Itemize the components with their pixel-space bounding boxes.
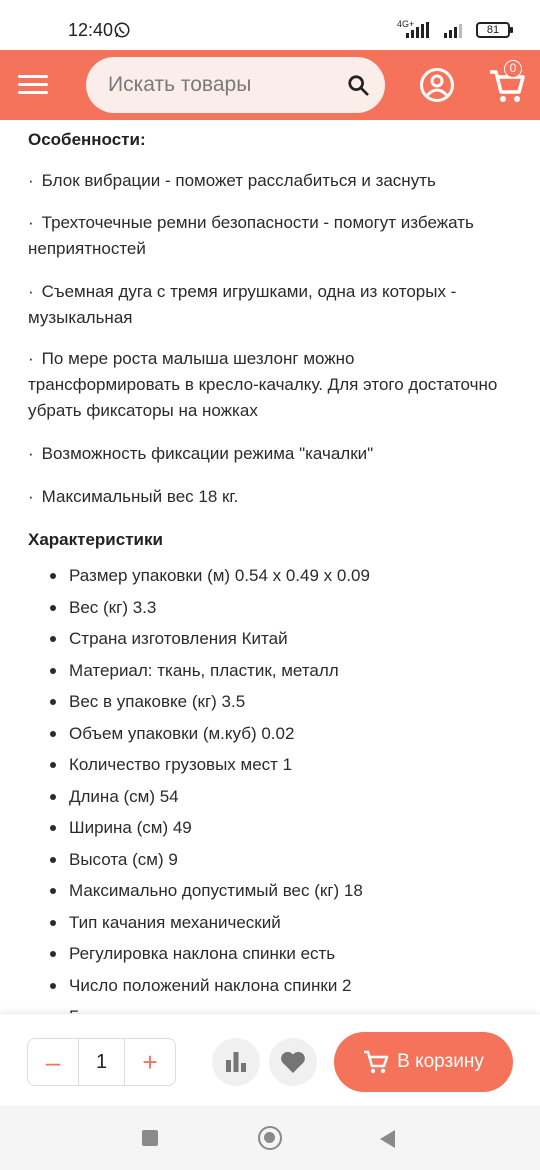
- quantity-value[interactable]: 1: [78, 1039, 125, 1085]
- status-time: 12:40: [68, 20, 114, 40]
- cart-count-badge: 0: [504, 60, 522, 78]
- battery-icon: 81: [476, 22, 510, 38]
- decrease-quantity-button[interactable]: –: [45, 1046, 61, 1077]
- spec-item: Ширина (см) 49: [50, 816, 385, 848]
- cart-button[interactable]: [488, 61, 526, 104]
- specs-title: Характеристики: [28, 530, 163, 549]
- add-to-cart-label: В корзину: [397, 1051, 484, 1072]
- search-input[interactable]: [108, 57, 338, 113]
- account-icon[interactable]: [419, 67, 455, 103]
- spec-item: Материал: ткань, пластик, металл: [50, 659, 385, 691]
- heart-icon: [280, 1050, 306, 1074]
- recent-apps-icon[interactable]: [142, 1130, 158, 1146]
- home-icon[interactable]: [258, 1126, 282, 1150]
- back-icon[interactable]: [380, 1130, 395, 1148]
- quantity-stepper: [27, 1038, 176, 1086]
- status-bar: [0, 0, 540, 50]
- feature-text: По мере роста малыша шезлонг можно трансформировать в кресло-качалку. Для этого достаточно убрать фиксаторы на ножках: [28, 349, 498, 420]
- feature-text: Блок вибрации - поможет расслабиться и заснуть: [41, 171, 436, 190]
- spec-item: Высота (см) 9: [50, 848, 385, 880]
- menu-icon[interactable]: [16, 71, 50, 99]
- cart-icon: [363, 1049, 389, 1075]
- feature-item: · Максимальный вес 18 кг.: [28, 487, 239, 506]
- feature-text: Максимальный вес 18 кг.: [41, 487, 239, 506]
- spec-item: Длина (см) 54: [50, 785, 385, 817]
- product-description: [0, 120, 540, 1013]
- search-icon[interactable]: [347, 74, 369, 96]
- spec-item: Размер упаковки (м) 0.54 х 0.49 х 0.09: [50, 564, 385, 596]
- feature-item: · Блок вибрации - поможет расслабиться и заснуть: [28, 171, 436, 190]
- spec-item: Страна изготовления Китай: [50, 627, 385, 659]
- spec-item: Максимально допустимый вес (кг) 18: [50, 879, 385, 911]
- spec-item: Регулировка наклона спинки есть: [50, 942, 385, 974]
- system-nav-bar: [0, 1106, 540, 1170]
- status-icons: [406, 20, 510, 40]
- action-bar: [0, 1013, 540, 1106]
- bar-chart-icon: [225, 1052, 247, 1072]
- increase-quantity-button[interactable]: +: [142, 1046, 158, 1077]
- app-header: [0, 50, 540, 120]
- feature-text: Трехточечные ремни безопасности - помогут избежать неприятностей: [28, 213, 474, 258]
- feature-item: · По мере роста малыша шезлонг можно трансформировать в кресло-качалку. Для этого достаточно убрать фиксаторы на ножках: [28, 349, 498, 420]
- feature-item: · Трехточечные ремни безопасности - помогут избежать неприятностей: [28, 213, 474, 258]
- spec-item: Число положений наклона спинки 2: [50, 974, 385, 1006]
- search-box[interactable]: [86, 57, 385, 113]
- spec-item: Вес (кг) 3.3: [50, 596, 385, 628]
- features-title: Особенности:: [28, 130, 146, 149]
- spec-item: Тип качания механический: [50, 911, 385, 943]
- spec-item: Объем упаковки (м.куб) 0.02: [50, 722, 385, 754]
- feature-item: · Съемная дуга с тремя игрушками, одна из которых - музыкальная: [28, 282, 457, 327]
- signal-icon: [406, 22, 436, 38]
- add-to-cart-button[interactable]: [334, 1032, 513, 1092]
- whatsapp-icon: [113, 21, 131, 39]
- feature-text: Возможность фиксации режима "качалки": [41, 444, 374, 463]
- feature-item: · Возможность фиксации режима "качалки": [28, 444, 374, 463]
- specs-list: [50, 564, 385, 1037]
- spec-item: Количество грузовых мест 1: [50, 753, 385, 785]
- feature-text: Съемная дуга с тремя игрушками, одна из которых - музыкальная: [28, 282, 457, 327]
- favorite-button[interactable]: [269, 1038, 317, 1086]
- signal-icon-2: [444, 22, 468, 38]
- network-label: 4G+: [397, 19, 415, 29]
- compare-button[interactable]: [212, 1038, 260, 1086]
- spec-item: Вес в упаковке (кг) 3.5: [50, 690, 385, 722]
